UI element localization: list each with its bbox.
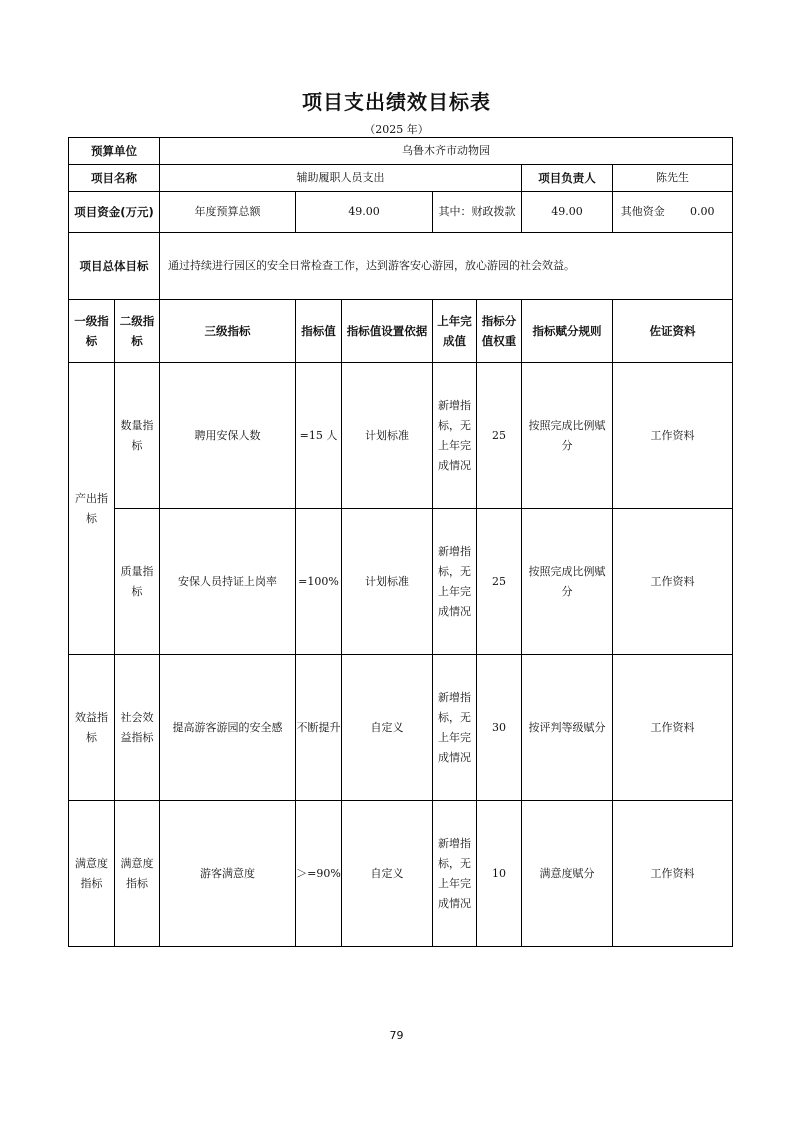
page-number: 79 [389,1029,404,1042]
evidence-cell: 工作资料 [613,363,733,509]
goal-label: 项目总体目标 [69,233,160,300]
project-name-label: 项目名称 [69,165,160,192]
budget-unit-label: 预算单位 [69,138,160,165]
col-weight: 指标分值权重 [477,300,522,363]
last-year-cell: 新增指标，无上年完成情况 [433,801,477,947]
rule-cell: 按评判等级赋分 [522,655,613,801]
level1-cell: 产出指标 [69,363,115,655]
column-header-row [69,300,733,363]
value-cell: =100% [296,509,342,655]
level3-cell: 提高游客游园的安全感 [160,655,296,801]
rule-cell: 满意度赋分 [522,801,613,947]
level2-cell: 质量指标 [115,509,160,655]
weight-cell: 30 [477,655,522,801]
table-row [69,655,733,801]
level3-cell: 聘用安保人数 [160,363,296,509]
project-name-value: 辅助履职人员支出 [160,165,522,192]
fiscal-label: 其中：财政拨款 [433,192,522,233]
fund-row [69,192,733,233]
level2-cell: 满意度指标 [115,801,160,947]
other-funds-cell [613,192,733,233]
annual-budget-label: 年度预算总额 [160,192,296,233]
basis-cell: 自定义 [342,655,433,801]
basis-cell: 自定义 [342,801,433,947]
table-row [69,363,733,509]
goal-value: 通过持续进行园区的安全日常检查工作，达到游客安心游园，放心游园的社会效益。 [160,233,733,300]
level2-cell: 数量指标 [115,363,160,509]
basis-cell: 计划标准 [342,363,433,509]
level3-cell: 游客满意度 [160,801,296,947]
table-row [69,509,733,655]
col-rule: 指标赋分规则 [522,300,613,363]
col-basis: 指标值设置依据 [342,300,433,363]
goal-row [69,233,733,300]
last-year-cell: 新增指标，无上年完成情况 [433,363,477,509]
table-row [69,801,733,947]
value-cell: ＞=90% [296,801,342,947]
col-evidence: 佐证资料 [613,300,733,363]
fund-label: 项目资金(万元) [69,192,160,233]
other-funds-value: 0.00 [690,205,715,218]
budget-unit-row [69,138,733,165]
last-year-cell: 新增指标，无上年完成情况 [433,655,477,801]
col-value: 指标值 [296,300,342,363]
leader-label: 项目负责人 [522,165,613,192]
other-funds-label: 其他资金 [620,205,665,218]
col-level2: 二级指标 [115,300,160,363]
last-year-cell: 新增指标，无上年完成情况 [433,509,477,655]
value-cell: 不断提升 [296,655,342,801]
col-last-year: 上年完成值 [433,300,477,363]
level1-cell: 效益指标 [69,655,115,801]
budget-unit-value: 乌鲁木齐市动物园 [160,138,733,165]
page-title: 项目支出绩效目标表 [302,90,491,114]
value-cell: =15 人 [296,363,342,509]
project-name-row [69,165,733,192]
evidence-cell: 工作资料 [613,801,733,947]
col-level3: 三级指标 [160,300,296,363]
leader-value: 陈先生 [613,165,733,192]
weight-cell: 10 [477,801,522,947]
level1-cell: 满意度指标 [69,801,115,947]
rule-cell: 按照完成比例赋分 [522,363,613,509]
level2-cell: 社会效益指标 [115,655,160,801]
basis-cell: 计划标准 [342,509,433,655]
weight-cell: 25 [477,363,522,509]
evidence-cell: 工作资料 [613,655,733,801]
col-level1: 一级指标 [69,300,115,363]
year-label: （2025 年） [364,123,429,136]
weight-cell: 25 [477,509,522,655]
annual-budget-value: 49.00 [296,192,433,233]
performance-table [68,137,733,947]
rule-cell: 按照完成比例赋分 [522,509,613,655]
evidence-cell: 工作资料 [613,509,733,655]
level3-cell: 安保人员持证上岗率 [160,509,296,655]
fiscal-value: 49.00 [522,192,613,233]
